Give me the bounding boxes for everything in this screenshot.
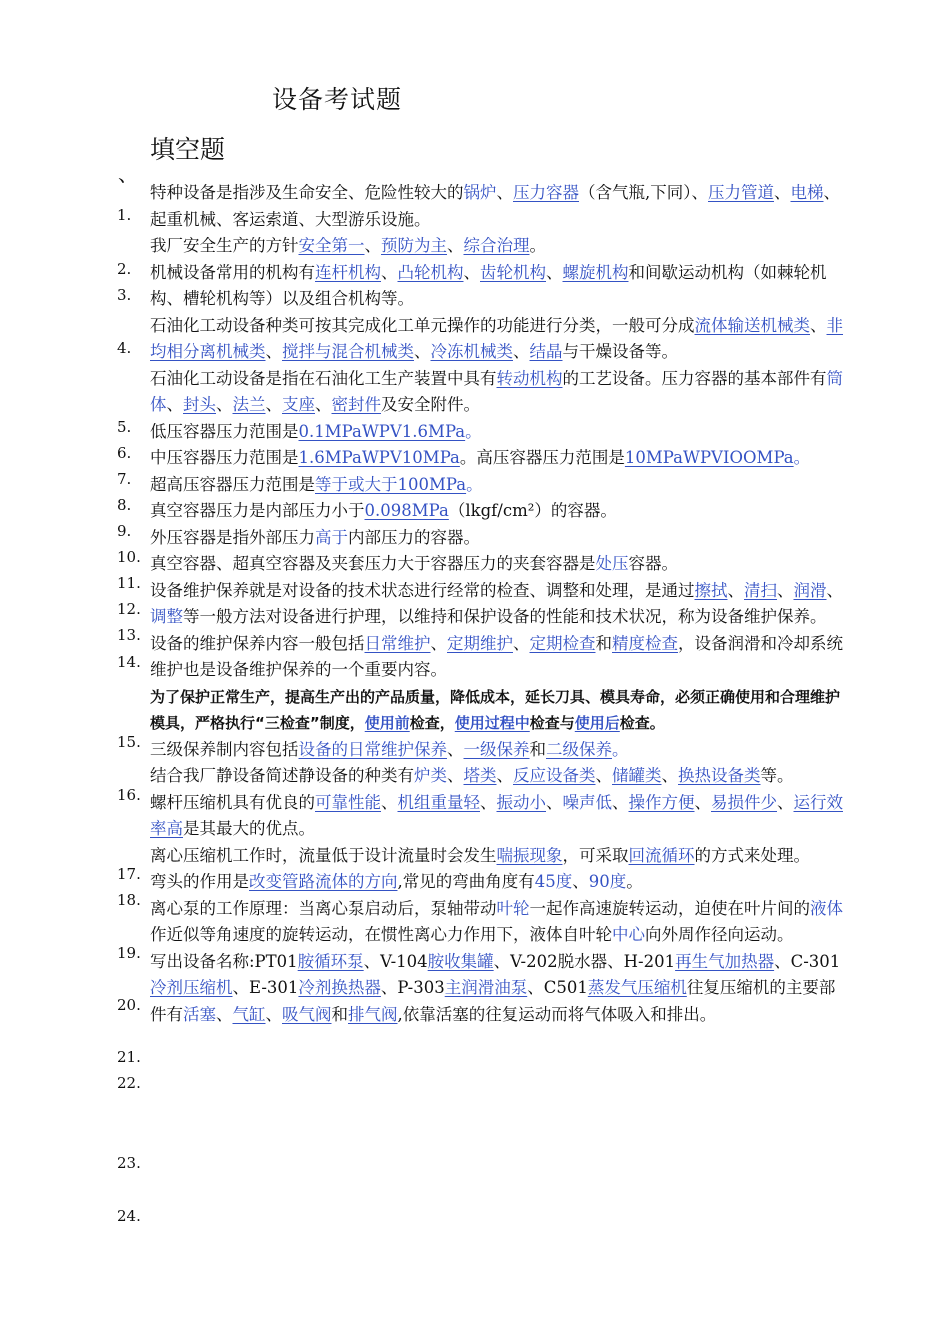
answer-blank: 储罐类 [612,766,662,785]
answer-text: 筒体 [150,368,843,414]
question-text [150,737,850,764]
page-title: 设备考试题 [272,85,403,114]
answer-blank: 胺收集罐 [427,951,494,971]
question-fragment: 低压容器压力范围是 [150,421,299,441]
question-text [150,313,850,366]
question-fragment: 的方式来处理。 [694,845,810,865]
answer-blank: 使用过程中 [454,714,530,732]
question-fragment: 、 [612,792,629,812]
question-fragment: （lkgf/cm²）的容器。 [448,501,617,520]
answer-blank: 蒸发气压缩机 [587,978,687,997]
question-fragment: 、 [447,236,464,255]
question-fragment: 离心压缩机工作时，流量低于设计流量时会发生 [150,845,497,865]
answer-blank: 运行效率高 [150,792,843,838]
question-fragment: 、 [447,739,464,759]
answer-text: 噪声低 [562,792,612,812]
question-fragment: 、 [414,342,431,361]
answer-text: 90度 [588,872,627,891]
answer-blank: 封头 [183,395,216,414]
answer-blank: 排气阀 [348,1004,398,1024]
answer-text: 处压 [595,554,629,573]
question-fragment: 真空容器压力是内部压力小于 [150,501,365,520]
answer-blank: 反应设备类 [513,766,596,785]
question-fragment: 一起作高速旋转运动，迫使在叶片间的 [529,898,810,918]
answer-blank: 振动小 [496,792,546,812]
answer-text: 锅炉 [463,183,497,202]
answer-blank: 一级保养 [463,739,530,759]
answer-blank: 塔类 [463,766,497,785]
question-fragment: 、 [595,766,612,785]
answer-blank: 1.6MPaWPV10MPa [298,448,460,467]
question-fragment: 为了保护正常生产，提高生产出的产品质量，降低成本，延长刀具、模具寿命，必须正确使用和合理维护模具，严格执行“三检查”制度， [150,687,841,732]
question-text [150,180,850,233]
question-text [150,445,850,472]
answer-blank: 凸轮机构 [397,262,464,282]
question-fragment: 及安全附件。 [381,395,480,414]
question-fragment: 、 [546,792,563,812]
question-fragment: 设备的维护保养内容一般包括 [150,633,365,653]
question-number: 18. [117,891,141,909]
answer-blank: 定期检查 [529,633,596,653]
question-fragment: 真空容器、超真空容器及夹套压力大于容器压力的夹套容器是 [150,554,596,573]
question-fragment: 的工艺设备。压力容器的基本部件有 [562,368,827,388]
question-fragment: 、 [513,342,530,361]
question-fragment: 、 [661,766,678,785]
question-fragment: 螺杆压缩机具有优良的 [150,792,315,812]
question-fragment: 、 [572,872,589,891]
question-fragment: 、 [216,395,233,414]
question-fragment: 、 [774,183,791,202]
question-text [150,366,850,419]
question-fragment: 和间歇运动机构（如棘轮机构、槽轮机构等）以及组合机构等。 [150,262,827,308]
question-fragment: 、 [265,342,282,361]
question-fragment: 是其最大的优点。 [183,819,315,838]
answer-text: 液体 [810,898,843,918]
answer-blank: 设备的日常维护保养 [298,739,447,759]
question-fragment: 、 [546,262,563,282]
question-number: 11. [117,574,141,592]
question-fragment: ，可采取 [562,845,629,865]
answer-blank: 预防为主 [381,236,447,255]
question-number: 7. [117,470,132,488]
answer-blank: 使用后 [574,714,620,732]
question-number: 10. [117,548,141,566]
question-number: 8. [117,496,132,514]
question-text [150,551,850,578]
question-fragment: 、 [430,633,447,653]
answer-blank: 转动机构 [496,368,563,388]
question-fragment: 、 [496,766,513,785]
answer-blank: 安全第一 [298,236,365,255]
question-fragment: 检查与 [529,714,575,732]
question-fragment: 外压容器是指外部压力 [150,527,315,547]
answer-blank: 连杆机构 [315,262,381,282]
question-number: 2. [117,260,132,278]
question-fragment: 三级保养制内容包括 [150,739,299,759]
question-text [150,631,850,684]
question-fragment: ，设备润滑和冷却系统维护也是设备维护保养的一个重要内容。 [150,633,843,679]
question-fragment: 特种设备是指涉及生命安全、危险性较大的 [150,183,464,202]
answer-blank: 螺旋机构 [562,262,629,282]
question-number: 15. [117,733,141,751]
question-fragment: 检查。 [619,714,665,732]
question-fragment: 、 [513,633,530,653]
question-number: 14. [117,653,141,671]
question-fragment: 。高压容器压力范围是 [459,448,625,467]
question-number: 13. [117,626,141,644]
question-fragment: 我厂安全生产的方针 [150,236,299,255]
answer-blank: 操作方便 [628,792,695,812]
question-text [150,419,850,446]
answer-blank: 可靠性能 [315,792,381,812]
answer-blank: 换热设备类 [678,766,761,785]
answer-text: 。 [465,421,482,441]
answer-blank: 流体输送机械类 [694,315,810,335]
question-number: 5. [117,418,132,436]
question-fragment: 、 [810,315,827,335]
answer-blank: 压力管道 [708,183,774,202]
question-number: 23. [117,1154,141,1172]
question-fragment: 弯头的作用是 [150,872,249,891]
question-fragment: 写出设备名称:PT01 [150,951,298,971]
question-text [150,498,850,525]
answer-text: 炉类 [414,766,447,785]
answer-blank: 回流循环 [628,845,695,865]
question-text [150,525,850,552]
question-fragment: 离心泵的工作原理：当离心泵启动后，泵轴带动 [150,898,497,918]
question-text [150,233,850,260]
question-fragment: 和 [331,1004,348,1024]
answer-blank: 0.1MPaWPV1.6MPa [298,421,466,441]
question-fragment: 等一般方法对设备进行护理，以维持和保护设备的性能和技术状况，称为设备维护保养。 [183,607,827,626]
question-fragment: 等。 [760,766,794,785]
answer-blank: 非均相分离机械类 [150,315,843,361]
question-number: 19. [117,944,141,962]
question-text [150,260,850,313]
question-fragment: 超高压容器压力范围是 [150,474,315,494]
question-text [150,869,850,896]
question-fragment: 、V-104 [363,951,428,971]
question-list [150,180,850,1028]
answer-blank: 10MPaWPVIOOMPa [624,448,794,467]
answer-text: 中心 [612,925,645,944]
answer-blank: 电梯 [790,183,824,202]
question-fragment: 设备维护保养就是对设备的技术状态进行经常的检查、调整和处理，是通过 [150,580,695,600]
answer-blank: 综合治理 [463,236,530,255]
question-fragment: 、 [727,580,744,600]
question-fragment: 、 [315,395,332,414]
answer-blank: 清扫 [744,580,777,600]
answer-text: 叶轮 [496,898,530,918]
question-fragment: 、 [777,792,794,812]
question-fragment: 和 [595,633,612,653]
question-fragment: 石油化工动设备种类可按其完成化工单元操作的功能进行分类，一般可分成 [150,315,695,335]
question-number: 6. [117,444,132,462]
answer-blank: 机组重量轻 [397,792,480,812]
question-text [150,684,850,737]
answer-blank: 压力容器 [513,183,579,202]
answer-blank: 使用前 [364,714,410,732]
question-fragment: 容器。 [628,554,678,573]
question-fragment: 、起重机械、客运索道、大型游乐设施。 [150,183,840,229]
question-fragment: 、 [265,1004,282,1024]
question-number: 20. [117,996,141,1014]
answer-blank: 喘振现象 [496,845,563,865]
question-number: 12. [117,600,141,618]
question-fragment: 、E-301 [232,978,299,997]
question-fragment: 石油化工动设备是指在石油化工生产装置中具有 [150,368,497,388]
answer-blank: 精度检查 [612,633,678,653]
answer-blank: 冷冻机械类 [430,342,513,361]
answer-blank: 密封件 [331,395,381,414]
answer-blank: 冷剂压缩机 [150,978,233,997]
answer-blank: 再生气加热器 [675,951,775,971]
answer-blank: 支座 [282,395,315,414]
question-fragment: 、 [496,183,513,202]
question-number: 16. [117,786,141,804]
question-number: 9. [117,522,132,540]
question-fragment: 、 [463,262,480,282]
question-fragment: 、 [694,792,711,812]
section-heading: 填空题 [150,135,226,164]
question-fragment: 、 [216,1004,233,1024]
question-fragment: 向外周作径向运动。 [645,925,794,944]
answer-blank: 定期维护 [447,633,513,653]
answer-blank: 吸气阀 [282,1004,332,1024]
answer-text: 45度 [534,872,573,891]
question-fragment: 、 [447,766,464,785]
question-fragment: 、 [381,262,398,282]
answer-blank: 日常维护 [364,633,431,653]
question-fragment: 、 [826,580,843,600]
answer-blank: 等于或大于100MPa [315,474,467,494]
answer-blank: 主润滑油泵 [444,978,528,997]
question-fragment: 、C-301 [774,951,841,971]
answer-text: 。 [793,448,811,467]
answer-blank: 二级保养 [546,739,612,759]
question-fragment: 、 [777,580,794,600]
question-fragment: 结合我厂静设备简述静设备的种类有 [150,766,414,785]
answer-text: 调整 [150,607,183,626]
question-number: 21. [117,1048,141,1066]
question-fragment: 。 [626,872,643,891]
question-number: 1. [117,206,132,224]
answer-blank: 润滑 [793,580,827,600]
answer-blank: 齿轮机构 [480,262,546,282]
question-fragment: 作近似等角速度的旋转运动，在惯性离心力作用下，液体自叶轮 [150,925,612,944]
question-number: 22. [117,1074,141,1092]
question-fragment: 。 [529,236,546,255]
question-fragment: 、 [364,236,381,255]
question-fragment: 、C501 [527,978,588,997]
answer-blank: 0.098MPa [364,501,449,520]
question-fragment: 检查， [409,714,455,732]
question-fragment: 、 [166,395,183,414]
question-fragment: 与干燥设备等。 [562,342,678,361]
answer-blank: 胺循环泵 [297,951,364,971]
question-number: 3. [117,286,132,304]
question-text [150,843,850,870]
question-fragment: 、 [381,792,398,812]
answer-blank: 冷剂换热器 [298,978,381,997]
question-fragment: 和 [529,739,546,759]
answer-text: 。 [466,474,483,494]
question-fragment: （含气瓶,下同）、 [579,183,708,202]
answer-blank: 改变管路流体的方向 [249,872,398,891]
question-fragment: 、V-202脱水器、H-201 [493,951,676,971]
question-text [150,790,850,843]
question-text [150,472,850,499]
question-fragment: ,常见的弯曲角度有 [397,872,535,891]
question-fragment: ,依靠活塞的往复运动而将气体吸入和排出。 [397,1004,717,1024]
answer-blank: 结晶 [529,342,563,361]
answer-blank: 搅拌与混合机械类 [282,342,414,361]
question-fragment: 中压容器压力范围是 [150,448,299,467]
question-number: 4. [117,339,132,357]
question-number: 24. [117,1207,141,1225]
question-fragment: 机械设备常用的机构有 [150,262,315,282]
answer-blank: 气缸 [232,1004,266,1024]
question-text [150,949,850,1029]
question-text [150,763,850,790]
answer-blank: 法兰 [232,395,266,414]
question-fragment: 、 [265,395,282,414]
question-fragment: 内部压力的容器。 [348,527,480,547]
answer-blank: 擦拭 [694,580,728,600]
answer-text: 活塞 [183,1004,216,1024]
question-fragment: 往复压缩机的主要部件有 [150,978,836,1024]
answer-text: 。 [612,739,629,759]
answer-text: 高于 [315,527,348,547]
question-number: 17. [117,865,141,883]
question-text [150,896,850,949]
question-fragment: 、 [480,792,497,812]
question-fragment: 、P-303 [380,978,445,997]
answer-blank: 易损件少 [711,792,777,812]
question-text [150,578,850,631]
section-mark: 、 [118,162,138,186]
